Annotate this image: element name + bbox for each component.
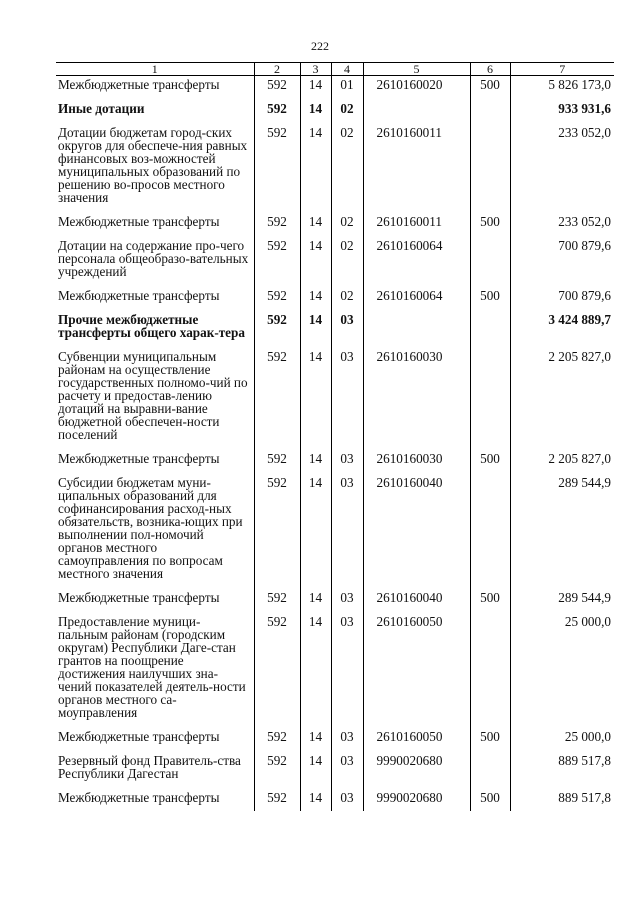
- row-code-4: 02: [331, 211, 363, 235]
- row-code-3: 14: [300, 611, 331, 726]
- column-header: 5: [363, 63, 470, 76]
- row-amount: 2 205 827,0: [510, 448, 614, 472]
- row-code-5: 2610160050: [363, 611, 470, 726]
- row-code-2: 592: [254, 750, 300, 787]
- row-code-4: 03: [331, 787, 363, 811]
- table-row: [56, 726, 614, 750]
- row-code-4: 03: [331, 448, 363, 472]
- row-code-6: 500: [470, 726, 510, 750]
- row-code-4: 02: [331, 285, 363, 309]
- table-row: [56, 750, 614, 787]
- row-code-6: [470, 346, 510, 448]
- table-row: [56, 122, 614, 211]
- row-code-3: 14: [300, 750, 331, 787]
- row-code-4: 03: [331, 750, 363, 787]
- row-name: Иные дотации: [56, 98, 254, 122]
- row-code-2: 592: [254, 587, 300, 611]
- row-code-5: 2610160050: [363, 726, 470, 750]
- row-code-2: 592: [254, 309, 300, 346]
- row-code-3: 14: [300, 346, 331, 448]
- row-code-6: 500: [470, 448, 510, 472]
- row-code-5: 2610160064: [363, 285, 470, 309]
- row-name: Межбюджетные трансферты: [56, 285, 254, 309]
- row-amount: 700 879,6: [510, 285, 614, 309]
- row-code-5: 9990020680: [363, 750, 470, 787]
- table-row: [56, 235, 614, 285]
- row-code-3: 14: [300, 98, 331, 122]
- table-row: [56, 285, 614, 309]
- row-name: Дотации на содержание про-чего персонала общеобразо-вательных учреждений: [56, 235, 254, 285]
- row-name: Субвенции муниципальным районам на осуществление государственных полномо-чий по расчету и предостав-лению дотаций на выравни-вание бюджетной обеспечен-ности поселений: [56, 346, 254, 448]
- row-code-5: 2610160020: [363, 76, 470, 99]
- budget-table: [56, 62, 614, 811]
- row-code-3: 14: [300, 787, 331, 811]
- row-code-5: 2610160011: [363, 211, 470, 235]
- header-row: [56, 63, 614, 76]
- row-amount: 3 424 889,7: [510, 309, 614, 346]
- row-amount: 889 517,8: [510, 750, 614, 787]
- column-header: 3: [300, 63, 331, 76]
- row-code-6: [470, 235, 510, 285]
- row-code-2: 592: [254, 346, 300, 448]
- row-code-6: 500: [470, 76, 510, 99]
- row-code-6: [470, 309, 510, 346]
- column-header: 7: [510, 63, 614, 76]
- row-amount: 2 205 827,0: [510, 346, 614, 448]
- row-code-3: 14: [300, 211, 331, 235]
- row-name: Межбюджетные трансферты: [56, 726, 254, 750]
- row-code-4: 03: [331, 611, 363, 726]
- row-name: Дотации бюджетам город-ских округов для обеспече-ния равных финансовых воз-можностей муниципальных образований по решению во-просов местного значения: [56, 122, 254, 211]
- row-code-5: 2610160011: [363, 122, 470, 211]
- table-row: [56, 448, 614, 472]
- row-name: Межбюджетные трансферты: [56, 587, 254, 611]
- row-code-2: 592: [254, 787, 300, 811]
- row-amount: 5 826 173,0: [510, 76, 614, 99]
- row-code-3: 14: [300, 587, 331, 611]
- row-code-3: 14: [300, 285, 331, 309]
- row-code-6: 500: [470, 285, 510, 309]
- row-code-5: 2610160030: [363, 448, 470, 472]
- row-amount: 889 517,8: [510, 787, 614, 811]
- table-row: [56, 587, 614, 611]
- page-number: 222: [311, 39, 329, 53]
- row-code-3: 14: [300, 235, 331, 285]
- row-code-6: [470, 611, 510, 726]
- row-code-2: 592: [254, 285, 300, 309]
- row-code-4: 02: [331, 235, 363, 285]
- row-code-3: 14: [300, 726, 331, 750]
- row-amount: 700 879,6: [510, 235, 614, 285]
- row-code-6: 500: [470, 787, 510, 811]
- row-name: Субсидии бюджетам муни-ципальных образований для софинансирования расход-ных обязательств, возника-ющих при выполнении пол-номочий органов местного самоуправления по вопросам местного значения: [56, 472, 254, 587]
- row-name: Межбюджетные трансферты: [56, 787, 254, 811]
- row-code-4: 02: [331, 122, 363, 211]
- table-row: [56, 98, 614, 122]
- row-code-6: [470, 122, 510, 211]
- table-row: [56, 787, 614, 811]
- row-code-4: 03: [331, 309, 363, 346]
- row-amount: 933 931,6: [510, 98, 614, 122]
- row-name: Межбюджетные трансферты: [56, 76, 254, 99]
- row-code-4: 01: [331, 76, 363, 99]
- table-row: [56, 472, 614, 587]
- row-code-5: 9990020680: [363, 787, 470, 811]
- row-code-4: 03: [331, 346, 363, 448]
- row-code-3: 14: [300, 122, 331, 211]
- row-amount: 25 000,0: [510, 726, 614, 750]
- row-code-5: 2610160040: [363, 587, 470, 611]
- row-name: Резервный фонд Правитель-ства Республики Дагестан: [56, 750, 254, 787]
- row-code-3: 14: [300, 309, 331, 346]
- row-code-5: 2610160064: [363, 235, 470, 285]
- row-code-5: 2610160030: [363, 346, 470, 448]
- row-amount: 289 544,9: [510, 472, 614, 587]
- table-row: [56, 309, 614, 346]
- row-amount: 289 544,9: [510, 587, 614, 611]
- row-code-2: 592: [254, 611, 300, 726]
- column-header: 4: [331, 63, 363, 76]
- column-header: 6: [470, 63, 510, 76]
- row-code-3: 14: [300, 472, 331, 587]
- row-amount: 25 000,0: [510, 611, 614, 726]
- row-code-6: [470, 98, 510, 122]
- column-header: 1: [56, 63, 254, 76]
- row-code-6: 500: [470, 211, 510, 235]
- row-code-2: 592: [254, 76, 300, 99]
- row-code-2: 592: [254, 98, 300, 122]
- table-row: [56, 76, 614, 99]
- row-code-2: 592: [254, 726, 300, 750]
- row-code-2: 592: [254, 235, 300, 285]
- row-code-5: [363, 98, 470, 122]
- row-amount: 233 052,0: [510, 122, 614, 211]
- row-code-3: 14: [300, 76, 331, 99]
- row-code-2: 592: [254, 211, 300, 235]
- row-code-4: 03: [331, 587, 363, 611]
- row-amount: 233 052,0: [510, 211, 614, 235]
- row-code-4: 02: [331, 98, 363, 122]
- row-code-5: 2610160040: [363, 472, 470, 587]
- table-row: [56, 211, 614, 235]
- column-header: 2: [254, 63, 300, 76]
- row-code-5: [363, 309, 470, 346]
- row-code-4: 03: [331, 472, 363, 587]
- row-name: Предоставление муници-пальным районам (городским округам) Республики Даге-стан грантов на поощрение достижения наилучших зна-чений показателей деятель-ности органов местного са-моуправления: [56, 611, 254, 726]
- table-row: [56, 611, 614, 726]
- row-name: Межбюджетные трансферты: [56, 448, 254, 472]
- row-name: Прочие межбюджетные трансферты общего харак-тера: [56, 309, 254, 346]
- row-code-6: [470, 472, 510, 587]
- row-code-2: 592: [254, 448, 300, 472]
- row-code-3: 14: [300, 448, 331, 472]
- row-code-2: 592: [254, 122, 300, 211]
- row-code-4: 03: [331, 726, 363, 750]
- table-row: [56, 346, 614, 448]
- row-name: Межбюджетные трансферты: [56, 211, 254, 235]
- row-code-6: [470, 750, 510, 787]
- row-code-6: 500: [470, 587, 510, 611]
- row-code-2: 592: [254, 472, 300, 587]
